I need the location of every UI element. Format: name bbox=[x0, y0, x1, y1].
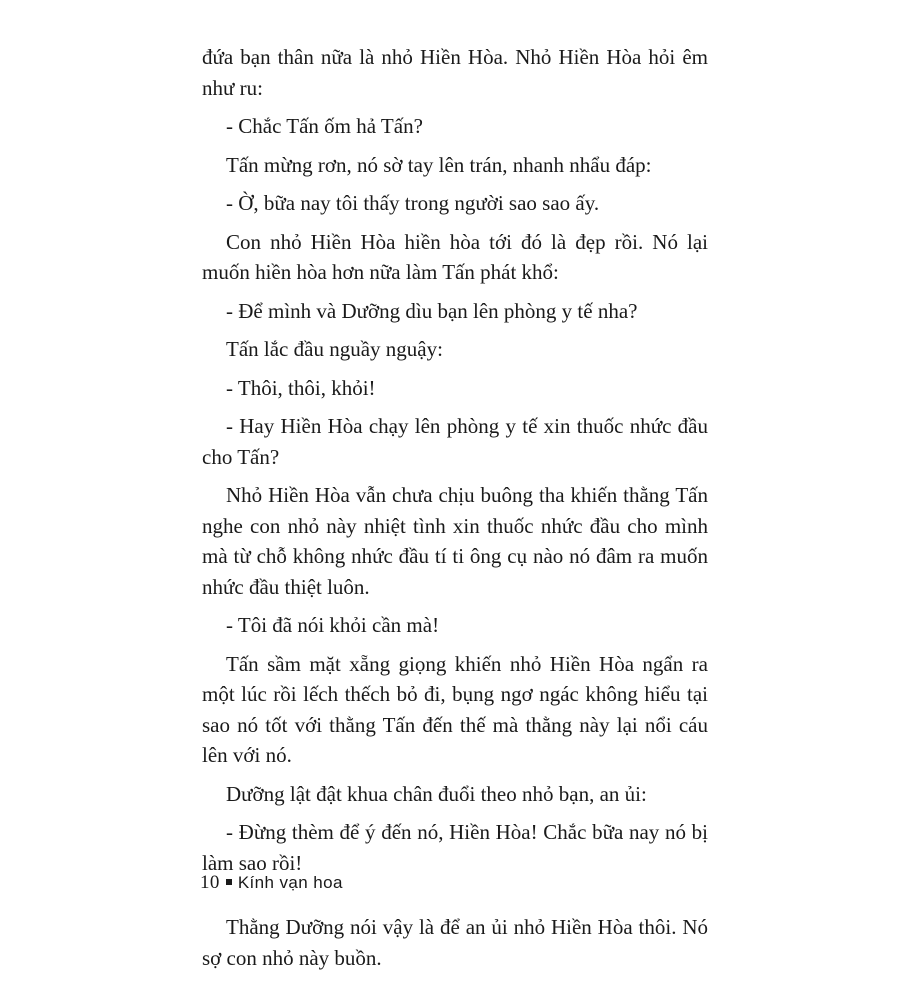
paragraph: Dưỡng lật đật khua chân đuổi theo nhỏ bạn, an ủi: bbox=[226, 781, 647, 806]
dialogue-line: - Đừng thèm để ý đến nó, Hiền Hòa! Chắc bữa nay nó bị làm sao rồi! bbox=[202, 820, 708, 875]
dialogue-line: - Ờ, bữa nay tôi thấy trong người sao sao ấy. bbox=[226, 191, 600, 215]
dialogue-line: - Hay Hiền Hòa chạy lên phòng y tế xin thuốc nhức đầu cho Tấn? bbox=[202, 414, 708, 469]
paragraph: Con nhỏ Hiền Hòa hiền hòa tới đó là đẹp rồi. Nó lại muốn hiền hòa hơn nữa làm Tấn phát khổ: bbox=[202, 229, 708, 284]
square-bullet-icon bbox=[226, 879, 232, 885]
dialogue-line: - Để mình và Dưỡng dìu bạn lên phòng y tế nha? bbox=[226, 298, 638, 323]
page-footer bbox=[200, 872, 343, 894]
dialogue-line: - Thôi, thôi, khỏi! bbox=[226, 375, 376, 400]
dialogue-line: - Chắc Tấn ốm hả Tấn? bbox=[226, 114, 423, 138]
page-number: 10 bbox=[200, 872, 220, 893]
paragraph: đứa bạn thân nữa là nhỏ Hiền Hòa. Nhỏ Hiền Hòa hỏi êm như ru: bbox=[202, 45, 708, 100]
paragraph: Tấn lắc đầu nguầy nguậy: bbox=[226, 337, 443, 361]
running-title: Kính vạn hoa bbox=[237, 873, 343, 892]
paragraph: Thằng Dưỡng nói vậy là để an ủi nhỏ Hiền Hòa thôi. Nó sợ con nhỏ này buồn. bbox=[202, 915, 708, 970]
dialogue-line: - Tôi đã nói khỏi cần mà! bbox=[226, 613, 440, 637]
body-text bbox=[202, 42, 708, 981]
paragraph: Nhỏ Hiền Hòa vẫn chưa chịu buông tha khiến thằng Tấn nghe con nhỏ này nhiệt tình xin thuốc nhức đầu cho mình mà từ chỗ không nhức đầu tí ti ông cụ nào nó đâm ra muốn nhức đầu thiệt luôn. bbox=[202, 483, 708, 599]
paragraph: Tấn mừng rơn, nó sờ tay lên trán, nhanh nhẩu đáp: bbox=[226, 152, 652, 177]
paragraph: Tấn sầm mặt xẵng giọng khiến nhỏ Hiền Hòa ngẩn ra một lúc rồi lếch thếch bỏ đi, bụng ngơ ngác không hiểu tại sao nó tốt với thằng Tấn đến thế mà thằng này lại nổi cáu lên với nó. bbox=[202, 651, 708, 767]
